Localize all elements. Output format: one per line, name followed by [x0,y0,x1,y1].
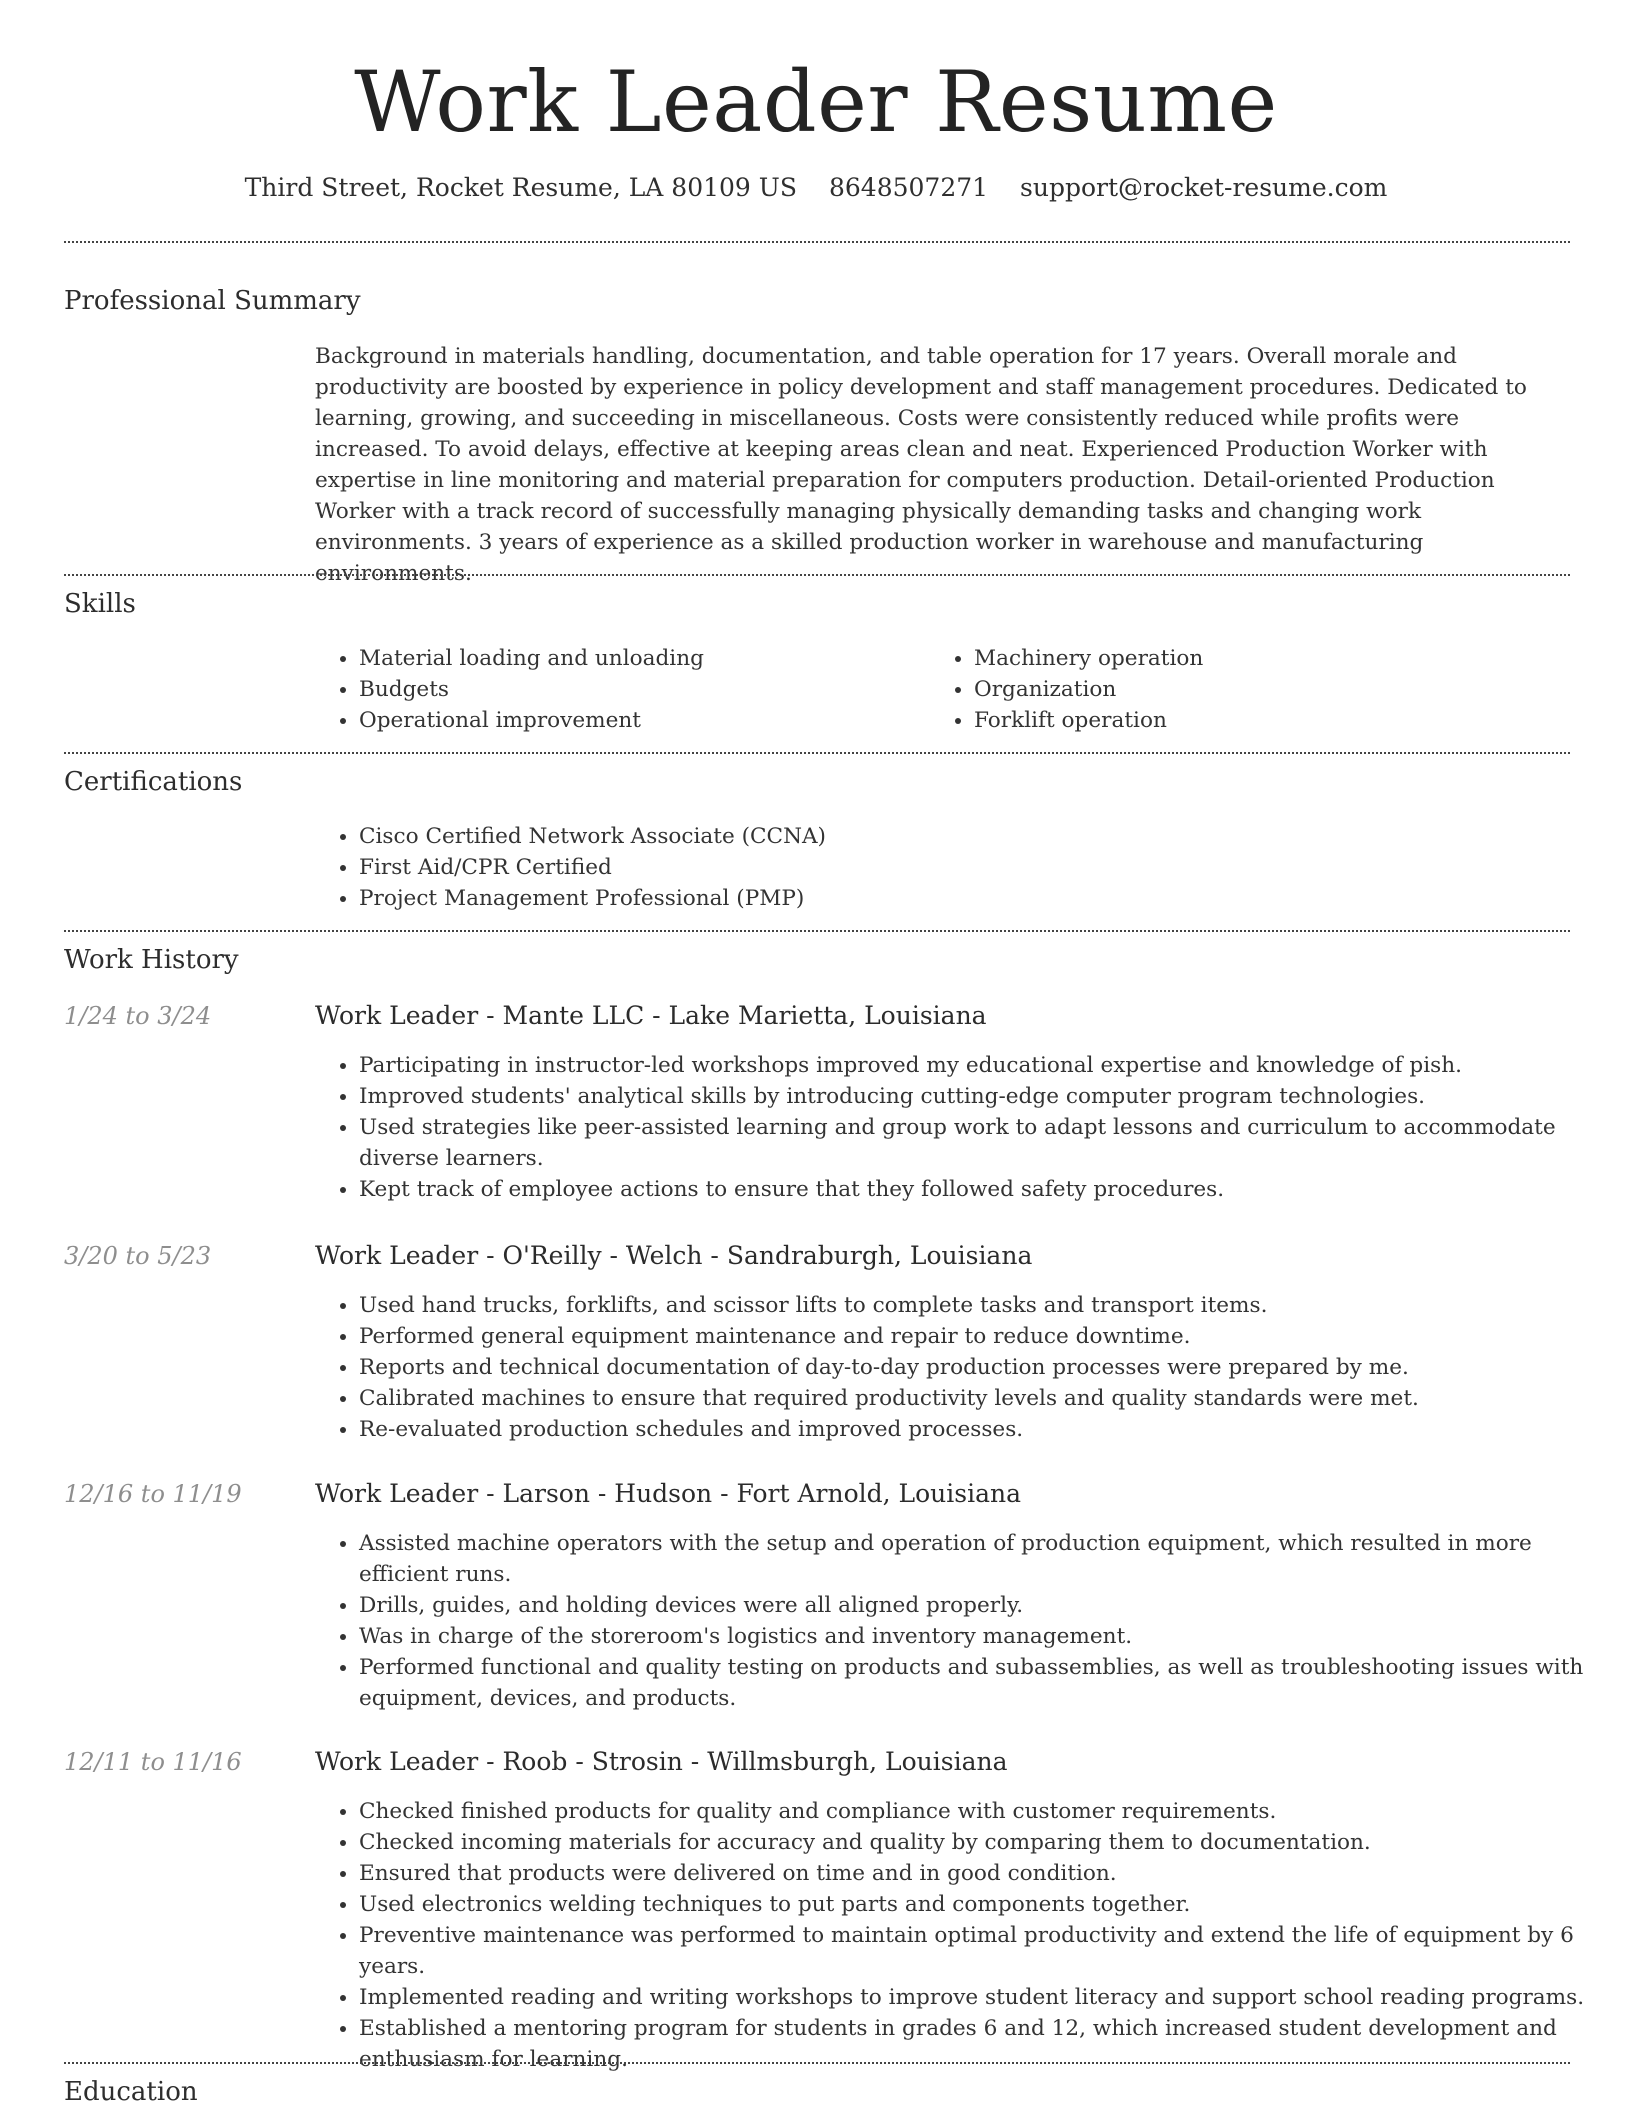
header-divider [64,241,1570,243]
job-title: Work Leader - O'Reilly - Welch - Sandraburgh, Louisiana [315,1241,1033,1270]
job-bullets [315,1796,1609,2075]
job-bullet: • Kept track of employee actions to ensure that they followed safety procedures. [359,1174,1609,1205]
contact-line [0,170,1632,206]
skill-item: • Operational improvement [359,705,939,736]
job-bullet: • Reports and technical documentation of day-to-day production processes were prepared by me. [359,1352,1609,1383]
job-bullet: • Calibrated machines to ensure that required productivity levels and quality standards were met. [359,1383,1609,1414]
job-bullet: • Checked incoming materials for accuracy and quality by comparing them to documentation. [359,1827,1609,1858]
job-title: Work Leader - Mante LLC - Lake Marietta, Louisiana [315,1001,987,1030]
divider-education [64,2062,1570,2064]
certifications-list [315,821,1559,914]
job-bullet: • Assisted machine operators with the setup and operation of production equipment, which resulted in more efficient runs. [359,1528,1609,1590]
certification-item: • Project Management Professional (PMP) [359,883,1559,914]
job-bullet: • Established a mentoring program for students in grades 6 and 12, which increased student development and enthusiasm for learning. [359,2013,1609,2075]
phone: 8648507271 [828,173,989,202]
divider-certifications [64,752,1570,754]
section-title-summary: Professional Summary [64,286,361,316]
divider-skills [64,574,1570,576]
job-title: Work Leader - Roob - Strosin - Willmsburgh, Louisiana [315,1747,1008,1776]
job-bullets [315,1050,1609,1205]
job-bullet: • Used hand trucks, forklifts, and scissor lifts to complete tasks and transport items. [359,1290,1609,1321]
skill-item: • Forklift operation [974,705,1554,736]
job-bullets [315,1290,1609,1445]
job-date: 12/16 to 11/19 [64,1480,242,1508]
job-bullet: • Implemented reading and writing workshops to improve student literacy and support school reading programs. [359,1982,1609,2013]
job-date: 3/20 to 5/23 [64,1242,212,1270]
job-date: 12/11 to 11/16 [64,1748,242,1776]
job-bullet: • Checked finished products for quality and compliance with customer requirements. [359,1796,1609,1827]
skills-list-right [930,643,1554,736]
skill-item: • Organization [974,674,1554,705]
address: Third Street, Rocket Resume, LA 80109 US [244,173,797,202]
job-bullet: • Ensured that products were delivered on time and in good condition. [359,1858,1609,1889]
certification-item: • Cisco Certified Network Associate (CCNA) [359,821,1559,852]
job-bullet: • Re-evaluated production schedules and improved processes. [359,1414,1609,1445]
job-bullet: • Participating in instructor-led workshops improved my educational expertise and knowledge of pish. [359,1050,1609,1081]
job-bullet: • Was in charge of the storeroom's logistics and inventory management. [359,1621,1609,1652]
job-bullet: • Drills, guides, and holding devices were all aligned properly. [359,1590,1609,1621]
job-bullet: • Used strategies like peer-assisted learning and group work to adapt lessons and curriculum to accommodate diverse learners. [359,1112,1609,1174]
job-bullet: • Performed general equipment maintenance and repair to reduce downtime. [359,1321,1609,1352]
section-title-skills: Skills [64,589,136,619]
certification-item: • First Aid/CPR Certified [359,852,1559,883]
job-bullet: • Performed functional and quality testing on products and subassemblies, as well as troubleshooting issues with equipment, devices, and products. [359,1652,1609,1714]
section-title-education: Education [64,2077,198,2107]
job-date: 1/24 to 3/24 [64,1002,212,1030]
section-title-certifications: Certifications [64,767,243,797]
job-bullet: • Used electronics welding techniques to put parts and components together. [359,1889,1609,1920]
job-bullet: • Preventive maintenance was performed to maintain optimal productivity and extend the life of equipment by 6 years. [359,1920,1609,1982]
skill-item: • Machinery operation [974,643,1554,674]
divider-work-history [64,930,1570,932]
job-bullet: • Improved students' analytical skills by introducing cutting-edge computer program technologies. [359,1081,1609,1112]
skill-item: • Material loading and unloading [359,643,939,674]
resume-title: Work Leader Resume [354,53,1278,151]
skill-item: • Budgets [359,674,939,705]
job-title: Work Leader - Larson - Hudson - Fort Arnold, Louisiana [315,1479,1022,1508]
skills-list-left [315,643,939,736]
summary-text: Background in materials handling, documentation, and table operation for 17 years. Overall morale and productivity are boosted by experience in policy development and staff management procedures. Dedicated to learning, growing, and succeeding in miscellaneous. Costs were consistently reduced while profits were increased. To avoid delays, effective at keeping areas clean and neat. Experienced Production Worker with expertise in line monitoring and material preparation for computers production. Detail-oriented Production Worker with a track record of successfully managing physically demanding tasks and changing work environments. 3 years of experience as a skilled production worker in warehouse and manufacturing environments. [315,344,1527,586]
job-bullets [315,1528,1609,1714]
email: support@rocket-resume.com [1020,173,1388,202]
section-title-work-history: Work History [64,945,239,975]
